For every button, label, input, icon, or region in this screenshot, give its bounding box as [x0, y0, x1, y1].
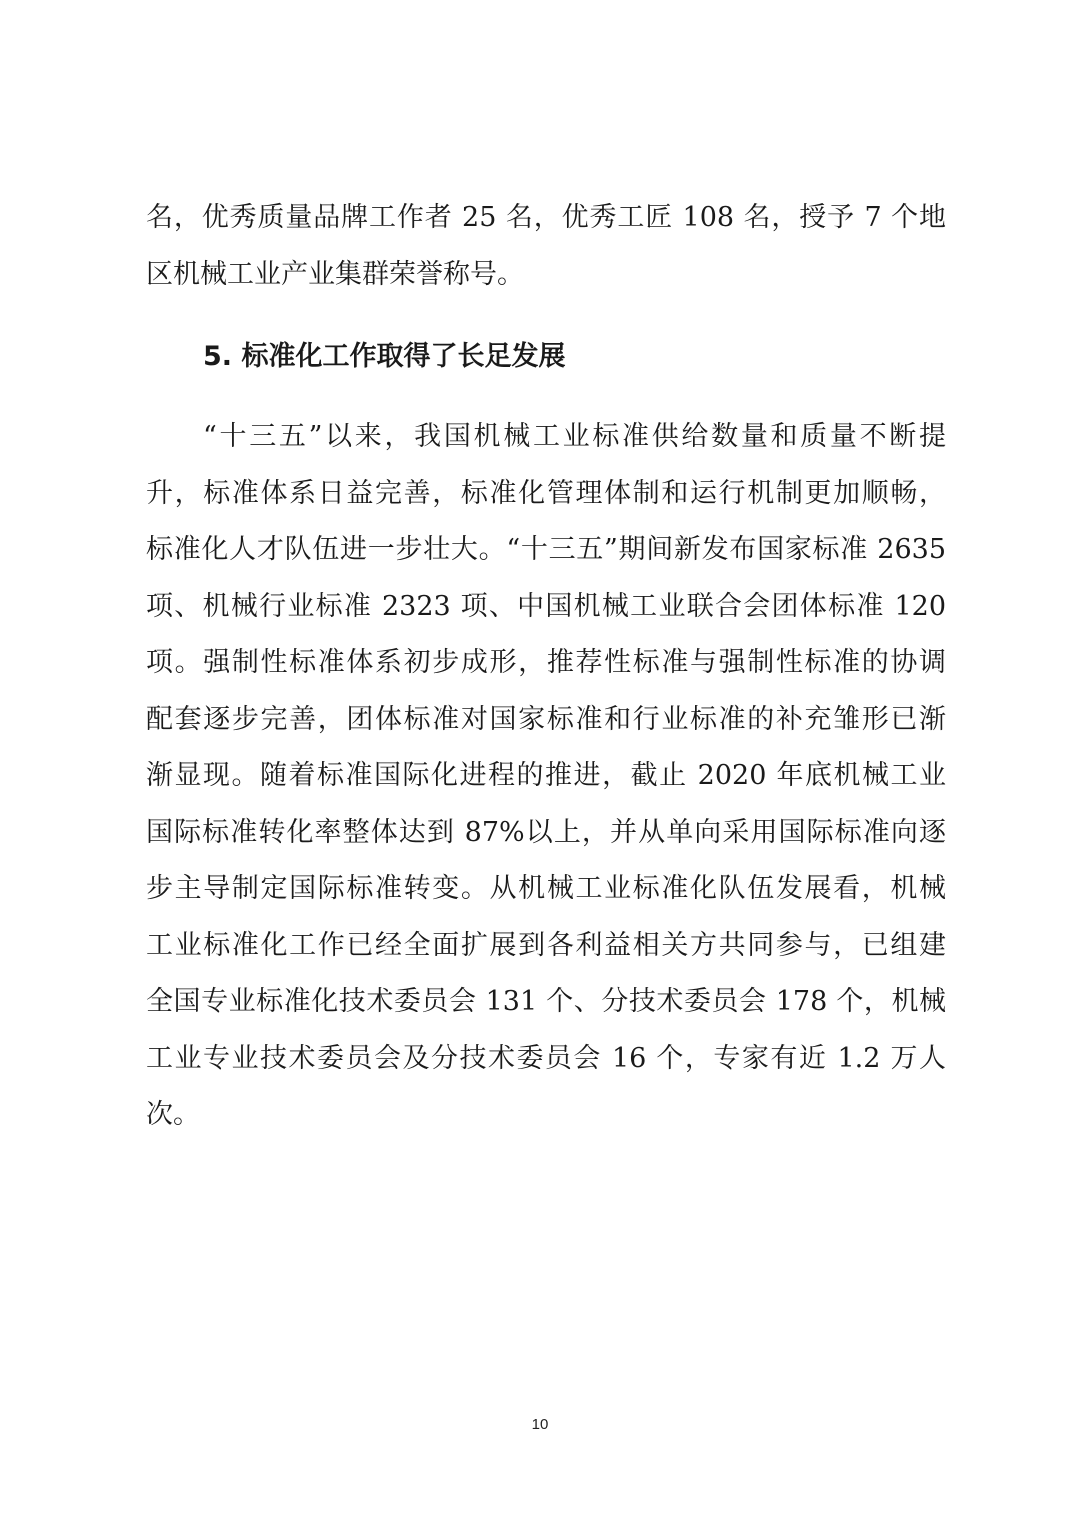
paragraph-2-line-5: 项。强制性标准体系初步成形，推荐性标准与强制性标准的协调	[146, 647, 946, 678]
paragraph-2-line-2: 升，标准体系日益完善，标准化管理体制和运行机制更加顺畅，	[146, 478, 946, 509]
paragraph-2-line-7: 渐显现。随着标准国际化进程的推进，截止 2020 年底机械工业	[146, 760, 946, 791]
section-heading: 5. 标准化工作取得了长足发展	[203, 341, 566, 372]
paragraph-2-line-9: 步主导制定国际标准转变。从机械工业标准化队伍发展看，机械	[146, 873, 946, 904]
paragraph-2-line-3: 标准化人才队伍进一步壮大。“十三五”期间新发布国家标准 2635	[146, 534, 946, 565]
paragraph-1-line-2: 区机械工业产业集群荣誉称号。	[146, 259, 524, 290]
paragraph-2-line-12: 工业专业技术委员会及分技术委员会 16 个，专家有近 1.2 万人	[146, 1043, 946, 1074]
paragraph-1-line-1: 名，优秀质量品牌工作者 25 名，优秀工匠 108 名，授予 7 个地	[146, 202, 946, 233]
paragraph-2-line-13: 次。	[146, 1099, 200, 1130]
paragraph-2-line-10: 工业标准化工作已经全面扩展到各利益相关方共同参与，已组建	[146, 930, 946, 961]
paragraph-2-line-4: 项、机械行业标准 2323 项、中国机械工业联合会团体标准 120	[146, 591, 946, 622]
paragraph-2-line-6: 配套逐步完善，团体标准对国家标准和行业标准的补充雏形已渐	[146, 704, 946, 735]
page-number: 10	[531, 1416, 549, 1433]
paragraph-2-line-1: “十三五”以来，我国机械工业标准供给数量和质量不断提	[203, 421, 946, 452]
paragraph-2-line-8: 国际标准转化率整体达到 87%以上，并从单向采用国际标准向逐	[146, 817, 946, 848]
paragraph-2-line-11: 全国专业标准化技术委员会 131 个、分技术委员会 178 个，机械	[146, 986, 946, 1017]
